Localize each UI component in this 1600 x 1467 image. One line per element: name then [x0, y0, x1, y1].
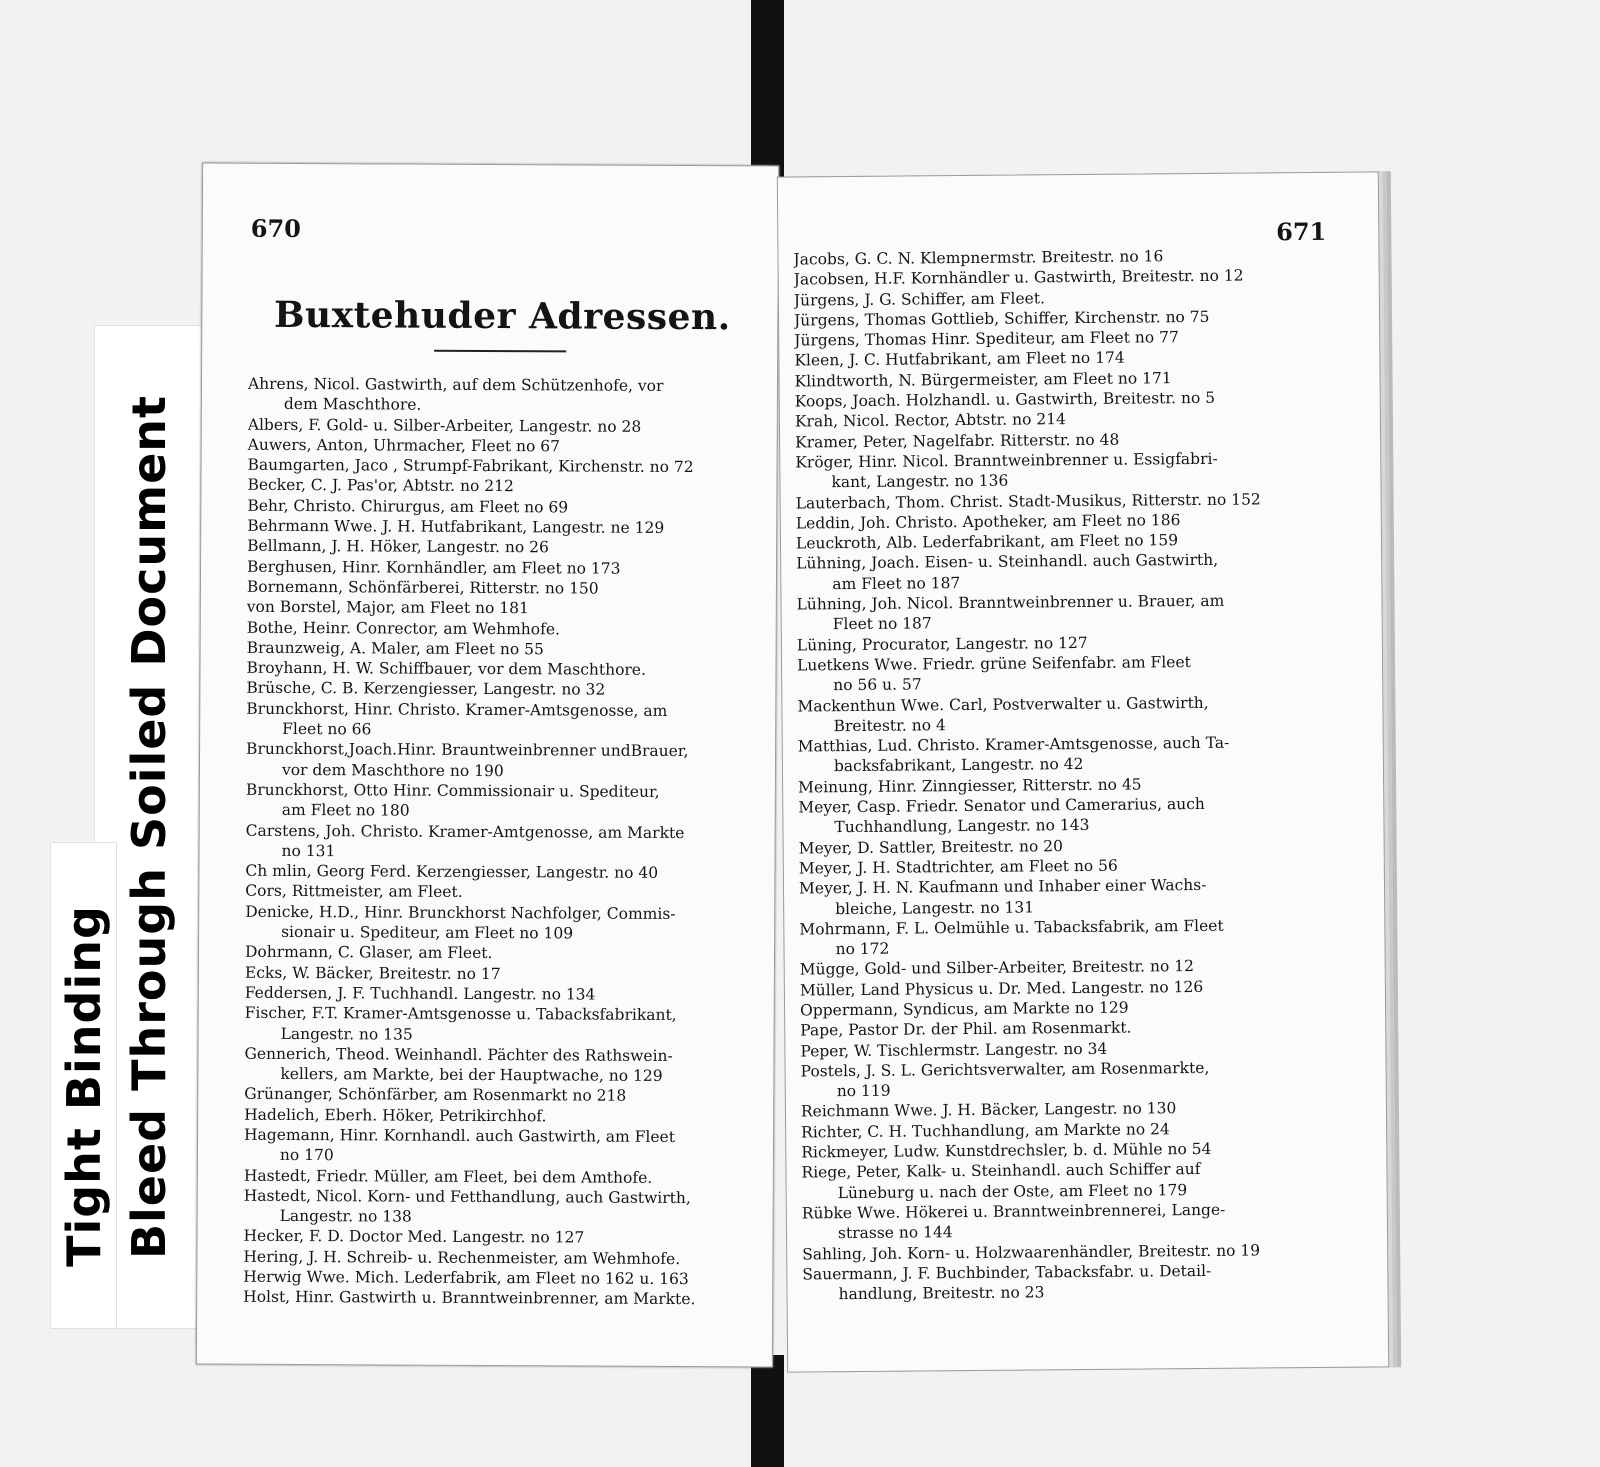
address-entry-continuation: Langestr. no 138: [279, 1207, 412, 1226]
address-entry: Leddin, Joh. Christo. Apotheker, am Fleet no 186: [795, 510, 1181, 533]
address-entry: Mohrmann, F. L. Oelmühle u. Tabacksfabrik, am Fleet: [799, 916, 1224, 939]
address-entry: Bothe, Heinr. Conrector, am Wehmhofe.: [246, 618, 561, 638]
address-entry: Albers, F. Gold- u. Silber-Arbeiter, Langestr. no 28: [247, 415, 642, 436]
address-entry: Meyer, D. Sattler, Breitestr. no 20: [798, 836, 1064, 858]
binding-spine-top: [751, 0, 784, 180]
address-entry: Sahling, Joh. Korn- u. Holzwaarenhändler, Breitestr. no 19: [802, 1241, 1261, 1264]
address-entry: Grünanger, Schönfärber, am Rosenmarkt no 218: [244, 1085, 627, 1106]
page-heading: Buxtehuder Adressen.: [273, 293, 731, 339]
address-entry: Broyhann, H. W. Schiffbauer, vor dem Maschthore.: [246, 658, 646, 679]
address-entry: Sauermann, J. F. Buchbinder, Tabacksfabr. u. Detail-: [802, 1261, 1212, 1284]
address-entry: Krah, Nicol. Rector, Abtstr. no 214: [794, 410, 1066, 431]
address-entry: Koops, Joach. Holzhandl. u. Gastwirth, Breitestr. no 5: [794, 388, 1216, 411]
address-entry: Reichmann Wwe. J. H. Bäcker, Langestr. no 130: [800, 1099, 1177, 1121]
address-entry: Hering, J. H. Schreib- u. Rechenmeister, am Wehmhofe.: [243, 1247, 681, 1268]
address-entry: von Borstel, Major, am Fleet no 181: [246, 598, 529, 618]
address-entry: Cors, Rittmeister, am Fleet.: [245, 882, 463, 902]
address-entry-continuation: am Fleet no 187: [832, 573, 961, 593]
address-entry: Meinung, Hinr. Zinngiesser, Ritterstr. no 45: [798, 775, 1142, 797]
address-entry: Pape, Pastor Dr. der Phil. am Rosenmarkt.: [800, 1018, 1132, 1040]
address-entry: Lühning, Joach. Eisen- u. Steinhandl. auch Gastwirth,: [796, 551, 1219, 573]
address-entry-continuation: no 131: [281, 841, 336, 861]
address-entry: Kröger, Hinr. Nicol. Branntweinbrenner u. Essigfabri-: [795, 449, 1218, 472]
address-entry-continuation: Fleet no 187: [832, 614, 932, 634]
address-entry-continuation: backsfabrikant, Langestr. no 42: [833, 755, 1084, 776]
label-bleed-through-text: Bleed Through Soiled Document: [122, 394, 176, 1260]
address-entry: Behrmann Wwe. J. H. Hutfabrikant, Langestr. ne 129: [247, 516, 665, 537]
address-entry: Peper, W. Tischlermstr. Langestr. no 34: [800, 1039, 1108, 1061]
address-entry: Matthias, Lud. Christo. Kramer-Amtsgenosse, auch Ta-: [797, 733, 1230, 756]
address-entry: Riege, Peter, Kalk- u. Steinhandl. auch Schiffer auf: [801, 1160, 1201, 1182]
address-entry: Braunzweig, A. Maler, am Fleet no 55: [246, 638, 544, 659]
address-entry: Müller, Land Physicus u. Dr. Med. Langestr. no 126: [799, 977, 1204, 1000]
address-entry-continuation: Tuchhandlung, Langestr. no 143: [834, 816, 1090, 837]
address-entry-continuation: Langestr. no 135: [280, 1024, 413, 1044]
address-entry: Berghusen, Hinr. Kornhändler, am Fleet no 173: [246, 557, 621, 578]
address-entry: Denicke, H.D., Hinr. Brunckhorst Nachfolger, Commis-: [245, 902, 676, 923]
address-entry: Baumgarten, Jaco , Strumpf-Fabrikant, Kirchenstr. no 72: [247, 455, 694, 477]
address-entry: Jacobs, G. C. N. Klempnermstr. Breitestr. no 16: [793, 247, 1164, 269]
address-entry-continuation: bleiche, Langestr. no 131: [835, 897, 1035, 918]
address-entry: Ecks, W. Bäcker, Breitestr. no 17: [244, 963, 501, 983]
address-entry: Hastedt, Friedr. Müller, am Fleet, bei dem Amthofe.: [243, 1166, 653, 1187]
address-entry-continuation: vor dem Maschthore no 190: [281, 760, 504, 780]
address-entry: Fischer, F.T. Kramer-Amtsgenosse u. Tabacksfabrikant,: [244, 1003, 677, 1025]
address-entry: Rübke Wwe. Hökerei u. Branntweinbrennerei, Lange-: [801, 1200, 1226, 1223]
right-page: [777, 171, 1389, 1372]
address-entry: Becker, C. J. Pas'or, Abtstr. no 212: [247, 476, 514, 496]
address-entry: Mügge, Gold- und Silber-Arbeiter, Breitestr. no 12: [799, 957, 1195, 979]
address-entry: Kleen, J. C. Hutfabrikant, am Fleet no 174: [794, 349, 1125, 370]
address-entry: Holst, Hinr. Gastwirth u. Branntweinbrenner, am Markte.: [243, 1288, 696, 1309]
address-entry: Hagemann, Hinr. Kornhandl. auch Gastwirth, am Fleet: [244, 1125, 676, 1146]
address-entry: Auwers, Anton, Uhrmacher, Fleet no 67: [247, 435, 561, 456]
left-page: [196, 162, 779, 1367]
address-entry: Meyer, Casp. Friedr. Senator und Camerarius, auch: [798, 794, 1205, 817]
address-entry: Kramer, Peter, Nagelfabr. Ritterstr. no 48: [795, 430, 1120, 452]
page-number-left: 670: [250, 213, 301, 244]
address-entry: Luetkens Wwe. Friedr. grüne Seifenfabr. am Fleet: [796, 652, 1191, 675]
address-entry: Postels, J. S. L. Gerichtsverwalter, am Rosenmarkte,: [800, 1058, 1210, 1081]
address-entry: Brunckhorst, Hinr. Christo. Kramer-Amtsgenosse, am: [246, 699, 668, 720]
address-entry-continuation: dem Maschthore.: [283, 395, 422, 414]
label-tight-binding: [50, 842, 117, 1329]
address-entry: Dohrmann, C. Glaser, am Fleet.: [244, 943, 493, 963]
address-entry: Herwig Wwe. Mich. Lederfabrik, am Fleet no 162 u. 163: [243, 1267, 689, 1289]
heading-rule: [434, 350, 566, 353]
address-entry-continuation: Lüneburg u. nach der Oste, am Fleet no 179: [837, 1180, 1188, 1202]
address-entry: Gennerich, Theod. Weinhandl. Pächter des Rathswein-: [244, 1044, 673, 1065]
address-entry: Brunckhorst,Joach.Hinr. Brauntweinbrenner undBrauer,: [246, 740, 689, 761]
address-entry-continuation: am Fleet no 180: [281, 801, 410, 820]
address-entry: Hastedt, Nicol. Korn- und Fetthandlung, auch Gastwirth,: [243, 1186, 691, 1207]
address-entry: Meyer, J. H. N. Kaufmann und Inhaber einer Wachs-: [798, 876, 1207, 898]
address-entry: Klindtworth, N. Bürgermeister, am Fleet no 171: [794, 368, 1172, 391]
address-entry: Oppermann, Syndicus, am Markte no 129: [799, 998, 1129, 1020]
address-entry-continuation: kellers, am Markte, bei der Hauptwache, no 129: [280, 1065, 663, 1086]
address-entry: Jürgens, Thomas Hinr. Spediteur, am Fleet no 77: [794, 328, 1179, 350]
address-entry: Lauterbach, Thom. Christ. Stadt-Musikus, Ritterstr. no 152: [795, 490, 1261, 513]
address-entry: Jürgens, J. G. Schiffer, am Fleet.: [793, 288, 1046, 310]
address-entry-continuation: kant, Langestr. no 136: [831, 471, 1009, 492]
label-tight-binding-text: Tight Binding: [56, 904, 111, 1267]
address-entry-continuation: no 172: [835, 939, 890, 959]
address-entry: Behr, Christo. Chirurgus, am Fleet no 69: [247, 496, 569, 517]
right-address-list: [793, 245, 1362, 1305]
page-number-right: 671: [1276, 216, 1327, 247]
address-entry: Jürgens, Thomas Gottlieb, Schiffer, Kirchenstr. no 75: [793, 307, 1210, 330]
address-entry: Jacobsen, H.F. Kornhändler u. Gastwirth, Breitestr. no 12: [793, 266, 1244, 289]
address-entry-continuation: sionair u. Spediteur, am Fleet no 109: [281, 922, 574, 943]
address-entry: Mackenthun Wwe. Carl, Postverwalter u. Gastwirth,: [797, 693, 1209, 716]
address-entry: Ch mlin, Georg Ferd. Kerzengiesser, Langestr. no 40: [245, 861, 659, 883]
address-entry-continuation: Breitestr. no 4: [833, 716, 946, 736]
address-entry: Bellmann, J. H. Höker, Langestr. no 26: [247, 537, 549, 557]
address-entry-continuation: strasse no 144: [837, 1223, 953, 1243]
address-entry: Leuckroth, Alb. Lederfabrikant, am Fleet no 159: [795, 531, 1179, 553]
address-entry-continuation: no 170: [279, 1146, 334, 1165]
address-entry: Feddersen, J. F. Tuchhandl. Langestr. no 134: [244, 983, 596, 1004]
address-entry-continuation: handlung, Breitestr. no 23: [838, 1283, 1045, 1304]
address-entry: Hadelich, Eberh. Höker, Petrikirchhof.: [244, 1105, 547, 1126]
address-entry: Lühning, Joh. Nicol. Branntweinbrenner u. Brauer, am: [796, 591, 1225, 614]
address-entry: Richter, C. H. Tuchhandlung, am Markte no 24: [801, 1120, 1170, 1142]
address-entry: Carstens, Joh. Christo. Kramer-Amtgenosse, am Markte: [245, 821, 685, 842]
address-entry: Lüning, Procurator, Langestr. no 127: [796, 633, 1088, 655]
address-entry: Rickmeyer, Ludw. Kunstdrechsler, b. d. Mühle no 54: [801, 1139, 1212, 1162]
address-entry-continuation: no 56 u. 57: [833, 675, 922, 695]
address-entry: Meyer, J. H. Stadtrichter, am Fleet no 56: [798, 856, 1118, 878]
address-entry: Hecker, F. D. Doctor Med. Langestr. no 127: [243, 1227, 585, 1247]
binding-spine-bottom: [751, 1355, 784, 1467]
address-entry-continuation: Fleet no 66: [282, 719, 372, 739]
left-address-list: [243, 374, 753, 1310]
address-entry: Ahrens, Nicol. Gastwirth, auf dem Schützenhofe, vor: [247, 374, 664, 395]
address-entry-continuation: no 119: [836, 1081, 891, 1101]
address-entry: Brüsche, C. B. Kerzengiesser, Langestr. no 32: [246, 679, 606, 700]
address-entry: Bornemann, Schönfärberei, Ritterstr. no 150: [246, 577, 599, 598]
address-entry: Brunckhorst, Otto Hinr. Commissionair u. Spediteur,: [245, 780, 660, 801]
